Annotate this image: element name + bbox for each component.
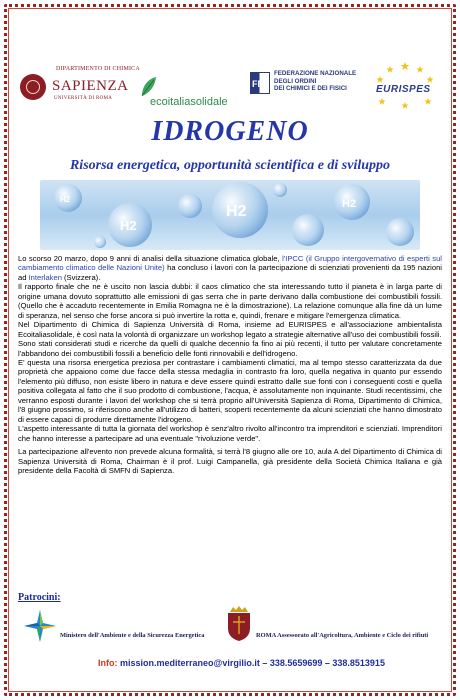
fnocf-line-2: DEGLI ORDINI: [274, 77, 317, 85]
sapienza-logo: [20, 66, 140, 108]
ministero-star-icon: [22, 608, 58, 644]
eurispes-name: EURISPES: [376, 84, 431, 95]
h2-label: H2: [60, 195, 71, 204]
roma-assessorato: ROMA Assessorato all'Agricoltura, Ambiente e Ciclo dei rifiuti: [256, 632, 429, 639]
hydrogen-bubbles-image: [40, 180, 420, 250]
sapienza-subtitle: UNIVERSITÀ DI ROMA: [54, 96, 113, 101]
leaf-icon: [140, 76, 158, 98]
paragraph-3: Nel Dipartimento di Chimica di Sapienza Università di Roma, insieme ad EURISPES e all'associazione ambientalista Ecoitaliasolidale, è così nata la volontà di organizzare un workshop legato a strategie alternative all'uso dei combustibili fossili.: [18, 320, 442, 339]
fnocf-line-1: FEDERAZIONE NAZIONALE: [274, 70, 357, 77]
paragraph-5: E' questa una risorsa energetica preziosa per contrastare i cambiamenti climatici, ma al tempo stesso caratterizzata da due proprietà che appaiono come due facce della stessa medaglia in contrasto fra loro, quella negativa in quanto pur essendo l'elemento più diffuso, non esiste libero in natura e deve essere quindi estratto dalle sue fonti con i conseguenti costi e quella positiva collegata al fatto che il suo prodotto di combustione, l'acqua, è assolutamente non inquinante. Studi recentissimi, che verranno esposti durante i lavori del workshop che si terrà proprio all'Università Sapienza di Roma, Dipartimento di Chimica, l'8 giugno prossimo, si riferiscono anche all'utilizzo di batteri, scoperti recentemente da alcuni scienziati che hanno dimostrato di essere capaci di produrre direttamente l'idrogeno.: [18, 357, 442, 424]
info-line: [98, 658, 385, 668]
fnocf-text: [274, 70, 356, 93]
p1-part-c: (Svizzera).: [61, 272, 101, 282]
sponsors-row: [18, 604, 442, 662]
flyer: [18, 20, 442, 688]
paragraph-2: Il rapporto finale che ne è uscito non lascia dubbi: il caos climatico che sta interessando tutto il pianeta è in larga parte di origine umana dovuto soprattutto alle emissioni di gas serra che in parte derivano dalla combustione dei combustibili fossili. (Quello che è accaduto recentemente in Emilia Romagna ne è la dimostrazione). La relazione comunque alla fine dà un lume di speranza, nel senso che forse ancora si può invertire la rotta e, quindi, frenare e mitigare l'emergenza climatica.: [18, 282, 442, 320]
p1-part-a: Lo scorso 20 marzo, dopo 9 anni di analisi della situazione climatica globale,: [18, 254, 283, 263]
page-title: IDROGENO: [151, 116, 309, 147]
roma-crest-icon: [224, 604, 254, 642]
fnocf-logo: [250, 68, 370, 112]
h2-label: H2: [226, 203, 247, 220]
h2-label: H2: [120, 218, 137, 233]
sapienza-name: SAPIENZA: [52, 78, 129, 94]
info-contact[interactable]: mission.mediterraneo@virgilio.it – 338.5659699 – 338.8513915: [120, 658, 385, 668]
ministero-name: Ministero dell'Ambiente e della Sicurezza Energetica: [60, 632, 205, 639]
p1-part-b: ha concluso i lavori con la partecipazione di scienziati provenienti da 195 nazioni ad: [18, 263, 442, 282]
article-body: [18, 254, 442, 475]
fn-mark-icon: [250, 72, 270, 94]
sapienza-seal-icon: [20, 74, 46, 100]
hydrogen-banner: [40, 180, 420, 250]
fnocf-line-3: DEI CHIMICI E DEI FISICI: [274, 85, 347, 92]
sapienza-department: DIPARTIMENTO DI CHIMICA: [56, 66, 140, 72]
h2-label: H2: [342, 198, 357, 210]
paragraph-1: [18, 254, 442, 282]
ecoitaliasolidale-name: ecoitaliasolidale: [150, 96, 228, 108]
eurispes-logo: [370, 60, 440, 110]
ecoitaliasolidale-logo: [140, 76, 250, 110]
logos-row: [18, 20, 442, 115]
p1-ipcc: l'IPCC (il Gruppo intergovernativo di esperti sul cambiamento climatico delle Nazioni Unite): [18, 254, 442, 273]
info-label: Info:: [98, 658, 118, 668]
fn-mark-text: FN: [252, 79, 264, 89]
p1-place: Interlaken: [28, 272, 62, 282]
patrocini-heading: Patrocini:: [18, 592, 61, 603]
paragraph-6: L'aspetto interessante di tutta la giornata del workshop è senz'altro rivolto all'incontro tra imprenditori e scienziati. Imprenditori che hanno interesse a partecipare ad una eventuale "rivoluzione verde".: [18, 424, 442, 443]
page-subtitle: Risorsa energetica, opportunità scientifica e di sviluppo: [69, 158, 391, 173]
paragraph-7: La partecipazione all'evento non prevede alcuna formalità, si terrà l'8 giugno alle ore 10, aula A del Dipartimento di Chimica di Sapienza Università di Roma, Chairman è il prof. Luigi Campanella, già presidente della Società Chimica Italiana e già presidente della Facoltà di SMFN di Sapienza.: [18, 447, 442, 475]
paragraph-4: Sono stati considerati studi e ricerche da quelli di qualche decennio fa fino ai più recenti, il tutto per valutare concretamente l'abbandono dei combustibili fossili a beneficio delle fonti rinnovabili e dell'idrogeno.: [18, 339, 442, 358]
